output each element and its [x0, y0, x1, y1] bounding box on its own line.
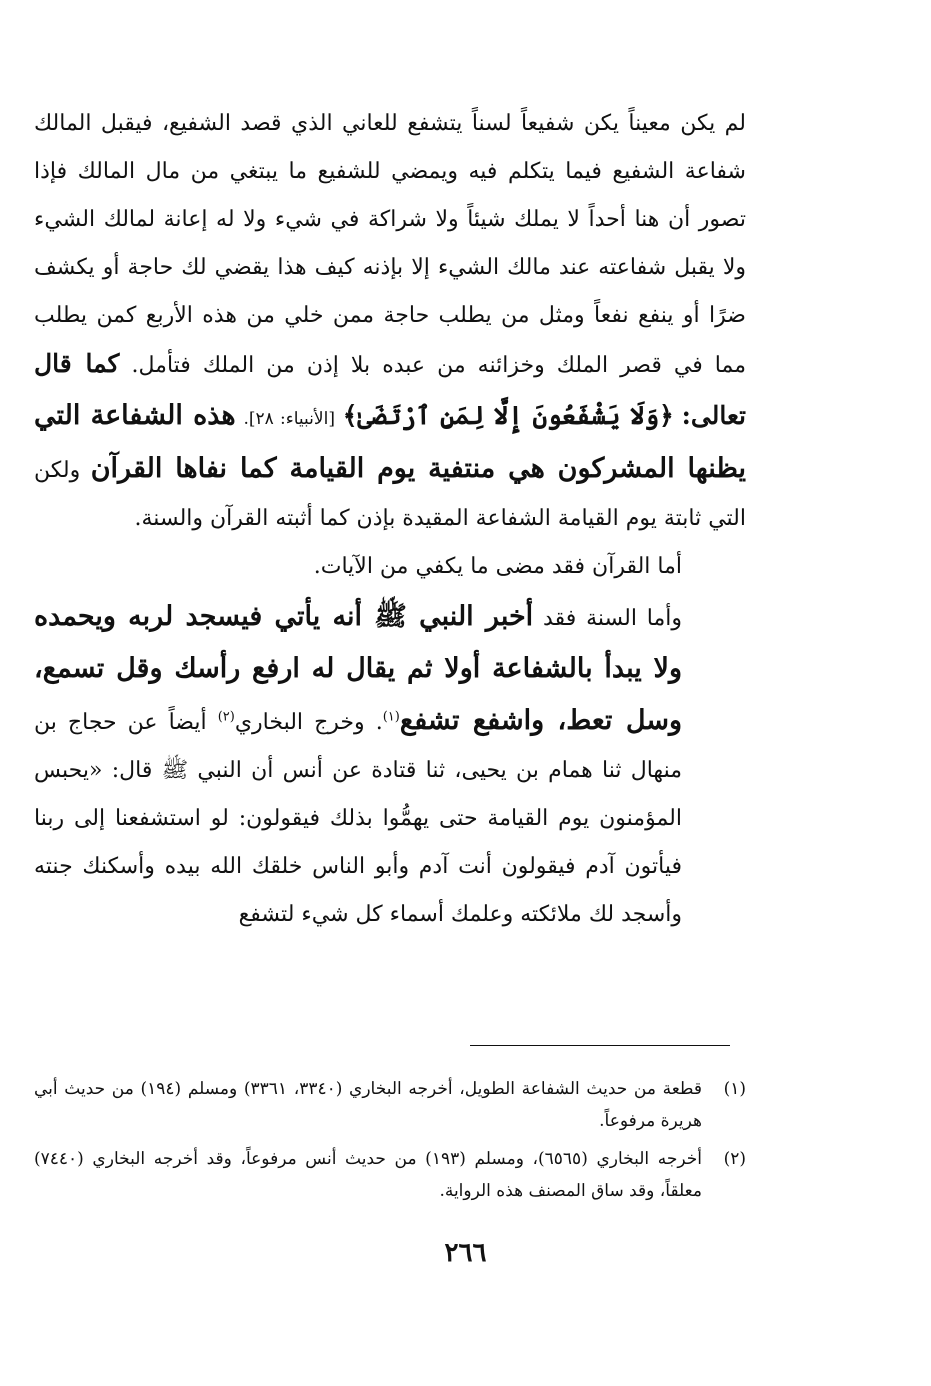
footnote-2 — [34, 1143, 746, 1207]
footnotes — [34, 1073, 746, 1213]
footnote-marker-2[interactable]: (٢) — [217, 709, 235, 725]
hadith-emphasis: أخبر النبي ﷺ أنه يأتي فيسجد لربه ويحمده ولا يبدأ بالشفاعة أولا ثم يقال له ارفع رأسك وقل تسمع، وسل تعط، واشفع تشفع — [34, 601, 683, 736]
footnote-text: قطعة من حديث الشفاعة الطويل، أخرجه البخاري (٣٣٤٠، ٣٣٦١) ومسلم (١٩٤) من حديث أبي هريرة مرفوعاً. — [34, 1079, 702, 1131]
paragraph-3-tail: أيضاً عن حجاج بن منهال ثنا همام بن يحيى، ثنا قتادة عن أنس أن النبي ﷺ قال: «يحبس المؤمنون يوم القيامة حتى يهمُّوا بذلك فيقولون: لو استشفعنا إلى ربنا فيأتون آدم فيقولون أنت آدم وأبو الناس خلقك الله بيده وأسكنك جنته وأسجد لك ملائكته وعلمك أسماء كل شيء لتشفع — [34, 710, 682, 927]
footnote-marker-1[interactable]: (١) — [382, 709, 400, 725]
paragraph-2-text: أما القرآن فقد مضى ما يكفي من الآيات. — [313, 554, 682, 579]
paragraph-3-intro: وأما السنة فقد — [543, 606, 683, 631]
footnote-number: (٢) — [723, 1149, 746, 1169]
page-number: ٢٦٦ — [444, 1238, 487, 1268]
footnote-text: أخرجه البخاري (٦٥٦٥)، ومسلم (١٩٣) من حديث أنس مرفوعاً، وقد أخرجه البخاري (٧٤٤٠) معلقاً، وقد ساق المصنف هذه الرواية. — [34, 1149, 702, 1201]
paragraph-2 — [34, 543, 746, 591]
main-text — [34, 100, 746, 939]
quote-intro: كما قال تعالى: — [34, 349, 746, 430]
verse-reference: [الأنبياء: ٢٨]. — [243, 409, 335, 429]
footnote-1 — [34, 1073, 746, 1137]
emphasized-statement: هذه الشفاعة التي يظنها المشركون هي منتفية يوم القيامة كما نفاها القرآن — [34, 400, 746, 484]
quran-verse: ﴿وَلَا يَشْفَعُونَ إِلَّا لِمَنِ ٱرْتَضَىٰ﴾ — [342, 401, 674, 430]
paragraph-1 — [34, 100, 746, 543]
footnote-divider — [470, 1045, 730, 1046]
paragraph-3-mid: . وخرج البخاري — [234, 710, 383, 735]
paragraph-3 — [34, 591, 746, 939]
paragraph-1-text: لم يكن معيناً يكن شفيعاً لسناً يتشفع للعاني الذي قصد الشفيع، فيقبل المالك شفاعة الشفيع فيما يتكلم فيه ويمضي للشفيع ما يبتغي من مال المالك فإذا تصور أن هنا أحداً لا يملك شيئاً ولا شراكة في شيء ولا له إعانة لمالك الشيء ولا يقبل شفاعته عند مالك الشيء إلا بإذنه كيف هذا يقضي لك حاجة أو يكشف ضرًا أو ينفع نفعاً ومثل من يطلب حاجة ممن خلي من هذه الأربع كمن يطلب مما في قصر الملك وخزائنه من عبده بلا إذن من الملك فتأمل. — [34, 111, 746, 378]
paragraph-1-tail: ولكن التي ثابتة يوم القيامة الشفاعة المقيدة بإذن كما أثبته القرآن والسنة. — [34, 458, 746, 531]
footnote-number: (١) — [723, 1079, 746, 1099]
